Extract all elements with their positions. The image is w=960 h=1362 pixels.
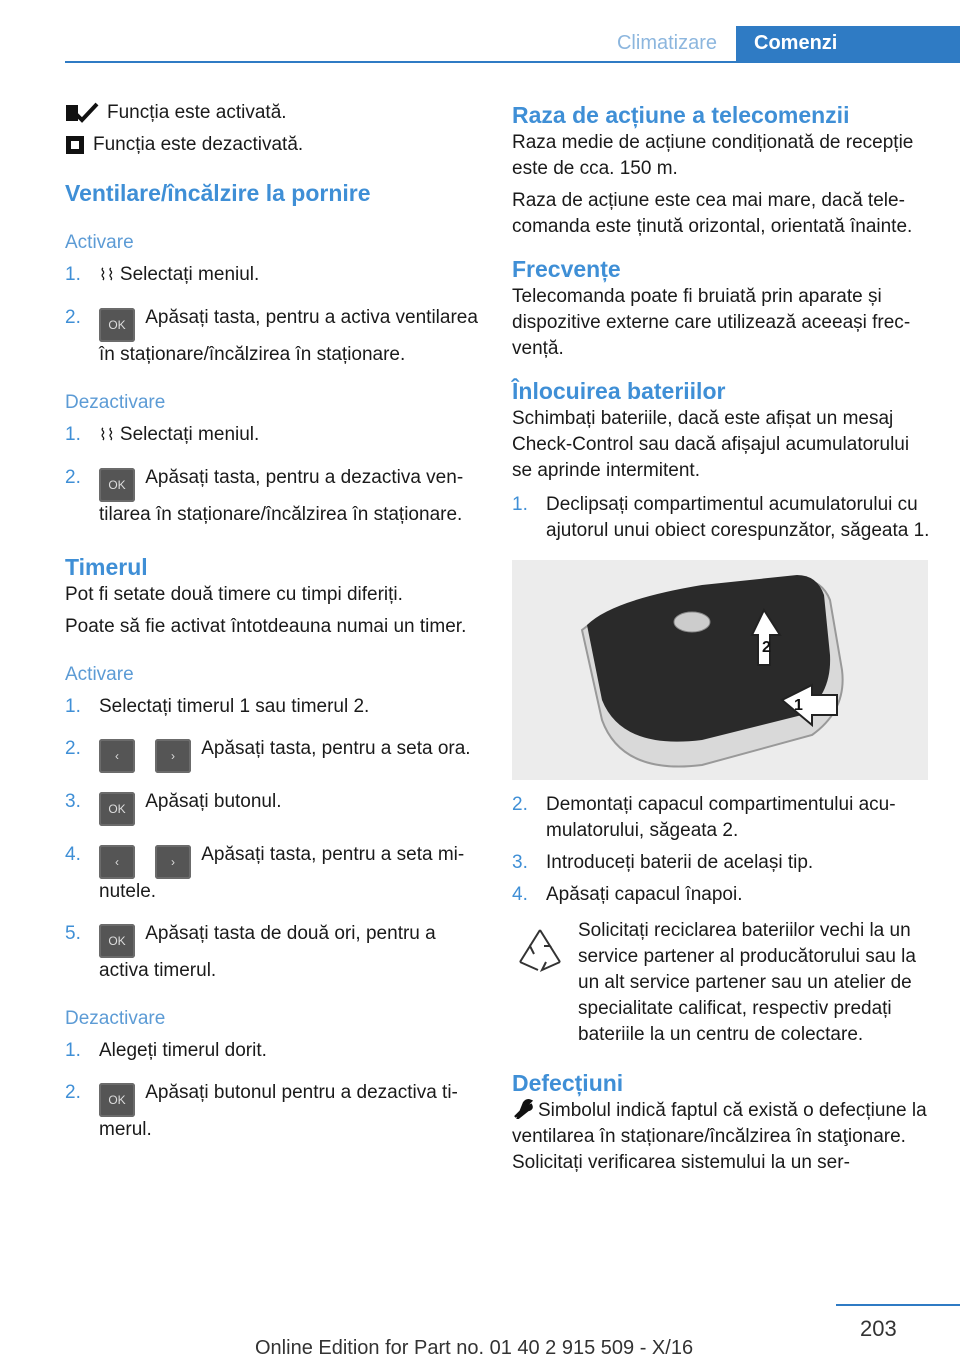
left-column (65, 100, 480, 1143)
heading-dezactivare: Dezactivare (65, 392, 166, 413)
header-tab-climatizare: Climatizare (616, 32, 718, 54)
heat-menu-icon: ⌇⌇ (99, 427, 115, 444)
box-off-icon (65, 135, 85, 155)
recycle-icon (512, 924, 568, 980)
state-off-text: Funcția este dezactivată. (93, 134, 304, 155)
ok-key-icon: OK (99, 792, 135, 826)
list-item: 3. OK Apăsați butonul. (65, 789, 480, 826)
heading-frecvente: Frecvențe (512, 256, 621, 282)
list-item: 1. Selectați timerul 1 sau timerul 2. (65, 696, 370, 717)
timer-dezactivare-list (65, 1038, 480, 1143)
list-item: 3. Introduceți baterii de același tip. (512, 852, 814, 873)
raza-paragraph-2: Raza de acțiune este cea mai mare, dacă telecomanda este ținută orizontal, orientată înainte. (512, 190, 913, 237)
list-item: 1. Declipsați compartimentul acumulatorului cu ajutorul unui obiect corespunzător, săgeata 1. (512, 494, 930, 541)
list-item: 5. OK Apăsați tasta de două ori, pentru a activa timerul. (65, 923, 436, 981)
right-arrow-key-icon: › (155, 845, 191, 879)
battery-steps-b (512, 792, 930, 908)
list-item: 4. Apăsați capacul înapoi. (512, 884, 743, 905)
timer-activare-list (65, 694, 480, 984)
heading-timer-activare: Activare (65, 664, 134, 685)
heading-ventilare: Ventilare/încălzire la pornire (65, 180, 371, 206)
list-item: 1. Alegeți timerul dorit. (65, 1040, 267, 1061)
edition-footer: Online Edition for Part no. 01 40 2 915 509 - X/16 (255, 1337, 694, 1359)
list-item: 2. OK Apăsați tasta, pentru a dezactiva ventilarea în staționare/încălzirea în staționare. (65, 467, 464, 525)
remote-key-figure (512, 560, 928, 780)
footer-rule (836, 1304, 960, 1306)
left-arrow-key-icon: ‹ (99, 845, 135, 879)
arrow-label-2: 2 (762, 639, 771, 656)
state-off-row (65, 132, 480, 158)
heading-defectiuni: Defecțiuni (512, 1070, 624, 1096)
frecvente-paragraph: Telecomanda poate fi bruiată prin aparate și dispozitive externe care utilizează aceeași frecvență. (512, 286, 911, 359)
wrench-icon (512, 1099, 534, 1119)
header-rule (65, 61, 960, 63)
list-item: 2. OK Apăsați tasta, pentru a activa ventilarea în staționare/încălzirea în staționare. (65, 307, 478, 365)
state-on-row (65, 100, 480, 126)
heading-raza: Raza de acțiune a telecomenzii (512, 102, 850, 128)
list-item: 4. ‹ › Apăsați tasta, pentru a seta minutele. (65, 844, 465, 902)
ok-key-icon: OK (99, 1083, 135, 1117)
dezactivare-list (65, 422, 480, 528)
list-item: 2. OK Apăsați butonul pentru a dezactiva timerul. (65, 1082, 458, 1140)
heat-menu-icon: ⌇⌇ (99, 267, 115, 284)
heading-timerul: Timerul (65, 554, 148, 580)
heading-inlocuirea: Înlocuirea bateriilor (512, 378, 726, 404)
right-arrow-key-icon: › (155, 739, 191, 773)
recycle-note (512, 918, 930, 1048)
remote-key-image (512, 560, 928, 780)
ok-key-icon: OK (99, 468, 135, 502)
heading-timer-dezactivare: Dezactivare (65, 1008, 166, 1029)
recycle-text: Solicitați reciclarea bateriilor vechi la un service partener al producătorului sau la un alt service partener sau un atelier de specialitate calificat, respectiv predați bateriile la un centru de colectare. (578, 920, 916, 1045)
state-on-text: Funcția este activată. (107, 102, 287, 123)
right-column (512, 100, 930, 1176)
list-item: 2. ‹ › Apăsați tasta, pentru a seta ora. (65, 736, 480, 773)
arrow-label-1: 1 (794, 697, 803, 714)
heading-activare: Activare (65, 232, 134, 253)
battery-steps-a (512, 492, 930, 544)
list-item: 1. ⌇⌇ Selectați meniul. (65, 424, 260, 445)
timer-paragraph-2: Poate să fie activat întotdeauna numai un timer. (65, 616, 467, 637)
list-item: 2. Demontați capacul compartimentului acumulatorului, săgeata 2. (512, 794, 896, 841)
left-arrow-key-icon: ‹ (99, 739, 135, 773)
ok-key-icon: OK (99, 308, 135, 342)
timer-paragraph-1: Pot fi setate două timere cu timpi diferiți. (65, 584, 403, 605)
inlocuirea-paragraph: Schimbați bateriile, dacă este afișat un mesaj Check-Control sau dacă afișajul acumulatorului se aprinde intermitent. (512, 408, 910, 481)
header-tab-comenzi: Comenzi (736, 26, 960, 61)
check-icon (65, 102, 99, 124)
defectiuni-paragraph: Simbolul indică faptul că există o defecțiune la ventilarea în staționare/încălzirea în staţionare. Solicitați verificarea sistemului la un ser- (512, 1100, 927, 1173)
ok-key-icon: OK (99, 924, 135, 958)
activare-list (65, 262, 480, 368)
page-number: 203 (860, 1316, 897, 1341)
list-item: 1. ⌇⌇ Selectați meniul. (65, 264, 260, 285)
raza-paragraph-1: Raza medie de acțiune condiționată de recepție este de cca. 150 m. (512, 132, 914, 179)
